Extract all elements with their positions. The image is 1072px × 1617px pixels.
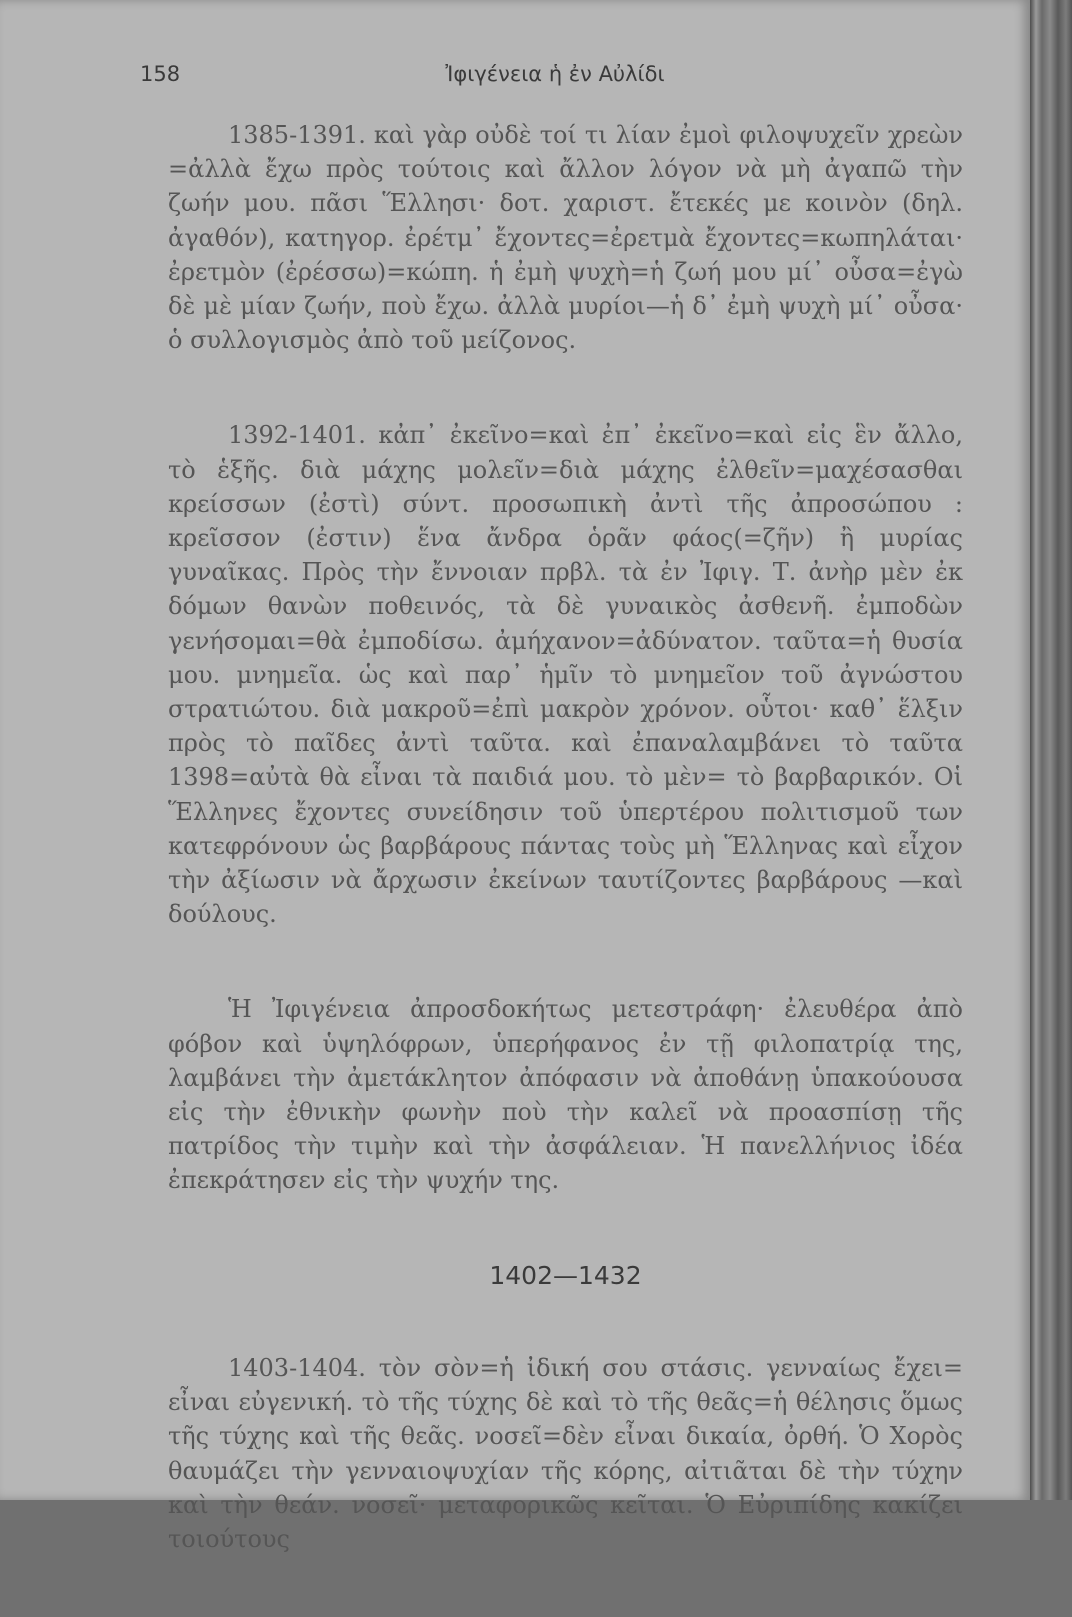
commentary-1403-1404: 1403-1404. τὸν σὸν=ἡ ἰδική σου στάσις. γενναίως ἔχει= εἶναι εὐγενική. τὸ τῆς τύχης δὲ καὶ τὸ τῆς θεᾶς=ἡ θέλησις ὅμως τῆς τύχης καὶ τῆς θεᾶς. νοσεῖ=δὲν εἶναι δικαία, ὀρθή. Ὁ Χορὸς θαυμάζει τὴν γενναιοψυχίαν τῆς κόρης, αἰτιᾶται δὲ τὴν τύχην καὶ τὴν θεάν. νοσεῖ· μεταφορικῶς κεῖται. Ὁ Εὐριπίδης κακίζει τοιούτους <box>168 1353 963 1553</box>
commentary-1392-1401: 1392-1401. κἀπ᾽ ἐκεῖνο=καὶ ἐπ᾽ ἐκεῖνο=καὶ εἰς ἓν ἄλλο, τὸ ἑξῆς. διὰ μάχης μολεῖν=διὰ μάχης ἐλθεῖν=μαχέσασθαι κρείσσων (ἐστὶ) σύντ. προσωπικὴ ἀντὶ τῆς ἀπροσώπου : κρεῖσσον (ἐστιν) ἕνα ἄνδρα ὁρᾶν φάος(=ζῆν) ἢ μυρίας γυναῖκας. Πρὸς τὴν ἔννοιαν πρβλ. τὰ ἐν Ἰφιγ. Τ. ἀνὴρ μὲν ἐκ δόμων θανὼν ποθεινός, τὰ δὲ γυναικὸς ἀσθενῆ. ἐμποδὼν γενήσομαι=θὰ ἐμποδίσω. ἀμήχανον=ἀδύνατον. ταῦτα=ἡ θυσία μου. μνημεῖα. ὡς καὶ παρ᾽ ἡμῖν τὸ μνημεῖον τοῦ ἀγνώστου στρατιώτου. διὰ μακροῦ=ἐπὶ μακρὸν χρόνον. οὗτοι· καθ᾽ ἕλξιν πρὸς τὸ παῖδες ἀντὶ ταῦτα. καὶ ἐπαναλαμβάνει τὸ ταῦτα 1398=αὐτὰ θὰ εἶναι τὰ παιδιά μου. τὸ μὲν= τὸ βαρβαρικόν. Οἱ Ἕλληνες ἔχοντες συνείδησιν τοῦ ὑπερτέρου πολιτισμοῦ των κατεφρόνουν ὡς βαρβάρους πάντας τοὺς μὴ Ἕλληνας καὶ εἶχον τὴν ἀξίωσιν νὰ ἄρχωσιν ἐκείνων ταυτίζοντες βαρβάρους —καὶ δούλους. <box>168 421 963 929</box>
page-body <box>168 118 963 1617</box>
page-header <box>140 62 970 92</box>
page-number: 158 <box>140 62 181 86</box>
page-edge <box>1030 0 1072 1500</box>
summary-paragraph: Ἡ Ἰφιγένεια ἀπροσδοκήτως μετεστράφη· ἐλευθέρα ἀπὸ φόβον καὶ ὑψηλόφρων, ὑπερήφανος ἐν τῇ φιλοπατρίᾳ της, λαμβάνει τὴν ἀμετάκλητον ἀπόφασιν νὰ ἀποθάνῃ ὑπακούουσα εἰς τὴν ἐθνικὴν φωνὴν ποὺ τὴν καλεῖ νὰ προασπίσῃ τῆς πατρίδος τὴν τιμὴν καὶ τὴν ἀσφάλειαν. Ἡ πανελλήνιος ἰδέα ἐπεκράτησεν εἰς τὴν ψυχήν της. <box>168 995 963 1195</box>
section-heading: 1402—1432 <box>489 1260 642 1290</box>
commentary-1385-1391: 1385-1391. καὶ γὰρ οὐδὲ τοί τι λίαν ἐμοὶ φιλοψυχεῖν χρεὼν =ἀλλὰ ἔχω πρὸς τούτοις καὶ ἄλλον λόγον νὰ μὴ ἀγαπῶ τὴν ζωήν μου. πᾶσι Ἕλλησι· δοτ. χαριστ. ἔτεκές με κοινὸν (δηλ. ἀγαθόν), κατηγορ. ἐρέτμ᾽ ἔχοντες=ἐρετμὰ ἔχοντες=κωπηλάται· ἐρετμὸν (ἐρέσσω)=κώπη. ἡ ἐμὴ ψυχὴ=ἡ ζωή μου μί᾽ οὖσα=ἐγὼ δὲ μὲ μίαν ζωήν, ποὺ ἔχω. ἀλλὰ μυρίοι—ἡ δ᾽ ἐμὴ ψυχὴ μί᾽ οὖσα· ὁ συλλογισμὸς ἀπὸ τοῦ μείζονος. <box>168 121 963 355</box>
running-title: Ἰφιγένεια ἡ ἐν Αὐλίδι <box>445 62 665 86</box>
